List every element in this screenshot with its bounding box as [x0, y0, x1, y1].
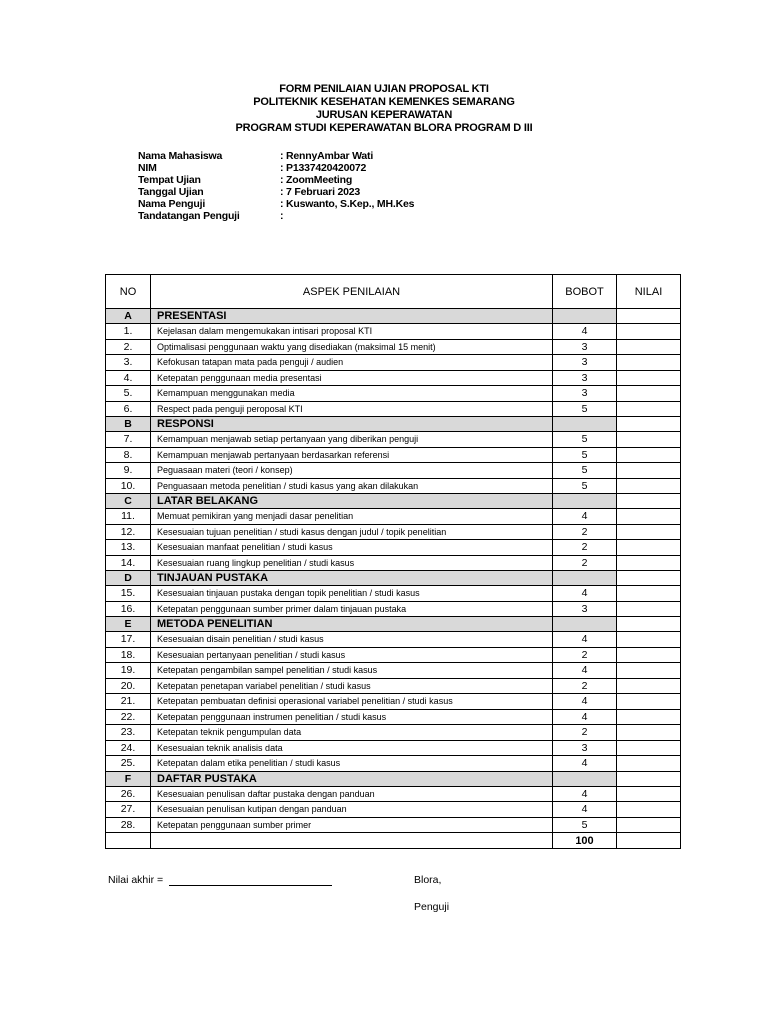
form-title: FORM PENILAIAN UJIAN PROPOSAL KTI [279, 83, 489, 95]
section-nilai [617, 771, 681, 786]
item-bobot: 5 [553, 817, 617, 833]
table-row [106, 725, 681, 741]
item-number: 13. [106, 540, 151, 556]
item-bobot: 2 [553, 725, 617, 741]
item-nilai-cell[interactable] [617, 401, 681, 417]
student-info [138, 150, 414, 222]
section-bobot [553, 771, 617, 786]
final-score-line[interactable] [169, 874, 332, 886]
info-value: : 7 Februari 2023 [280, 186, 361, 198]
item-number: 16. [106, 601, 151, 617]
item-bobot: 3 [553, 370, 617, 386]
item-number: 4. [106, 370, 151, 386]
info-label: Nama Mahasiswa [138, 150, 223, 162]
table-row [106, 478, 681, 494]
item-nilai-cell[interactable] [617, 540, 681, 556]
table-row [106, 463, 681, 479]
item-number: 19. [106, 663, 151, 679]
item-aspect: Optimalisasi penggunaan waktu yang disediakan (maksimal 15 menit) [151, 339, 553, 355]
info-row [138, 162, 414, 174]
item-aspect: Kemampuan menggunakan media [151, 386, 553, 402]
item-number: 10. [106, 478, 151, 494]
item-nilai-cell[interactable] [617, 817, 681, 833]
item-aspect: Kesesuaian ruang lingkup penelitian / studi kasus [151, 555, 553, 571]
program-name: PROGRAM STUDI KEPERAWATAN BLORA PROGRAM D III [235, 122, 533, 134]
item-number: 1. [106, 324, 151, 340]
item-number: 5. [106, 386, 151, 402]
place-date: Blora, [414, 874, 442, 886]
item-aspect: Ketepatan teknik pengumpulan data [151, 725, 553, 741]
item-nilai-cell[interactable] [617, 509, 681, 525]
section-code: A [106, 309, 151, 324]
table-header-row [106, 275, 681, 309]
info-row [138, 186, 414, 198]
item-nilai-cell[interactable] [617, 370, 681, 386]
item-nilai-cell[interactable] [617, 463, 681, 479]
info-value: : [280, 210, 284, 222]
item-bobot: 5 [553, 463, 617, 479]
item-nilai-cell[interactable] [617, 725, 681, 741]
section-code: F [106, 771, 151, 786]
section-code: E [106, 617, 151, 632]
table-row [106, 355, 681, 371]
section-nilai [617, 309, 681, 324]
item-aspect: Kesesuaian manfaat penelitian / studi kasus [151, 540, 553, 556]
table-row [106, 632, 681, 648]
item-nilai-cell[interactable] [617, 786, 681, 802]
item-aspect: Ketepatan pengambilan sampel penelitian / studi kasus [151, 663, 553, 679]
item-nilai-cell[interactable] [617, 339, 681, 355]
item-aspect: Ketepatan penggunaan media presentasi [151, 370, 553, 386]
item-aspect: Kesesuaian penulisan daftar pustaka dengan panduan [151, 786, 553, 802]
section-row [106, 771, 681, 786]
info-value: : P1337420420072 [280, 162, 367, 174]
section-nilai [617, 417, 681, 432]
total-aspect [151, 833, 553, 849]
item-number: 8. [106, 447, 151, 463]
item-aspect: Penguasaan metoda penelitian / studi kasus yang akan dilakukan [151, 478, 553, 494]
item-number: 6. [106, 401, 151, 417]
department-name: JURUSAN KEPERAWATAN [315, 109, 453, 121]
section-nilai [617, 494, 681, 509]
table-row [106, 694, 681, 710]
item-bobot: 4 [553, 632, 617, 648]
total-no [106, 833, 151, 849]
item-number: 9. [106, 463, 151, 479]
item-aspect: Kefokusan tatapan mata pada penguji / audien [151, 355, 553, 371]
final-score-label: Nilai akhir = [108, 874, 164, 886]
section-code: B [106, 417, 151, 432]
item-number: 26. [106, 786, 151, 802]
item-bobot: 4 [553, 786, 617, 802]
table-row [106, 339, 681, 355]
section-title: PRESENTASI [151, 309, 553, 324]
item-nilai-cell[interactable] [617, 663, 681, 679]
item-nilai-cell[interactable] [617, 447, 681, 463]
item-nilai-cell[interactable] [617, 694, 681, 710]
header-aspek: ASPEK PENILAIAN [151, 275, 553, 309]
info-value: : ZoomMeeting [280, 174, 353, 186]
item-bobot: 4 [553, 694, 617, 710]
item-bobot: 4 [553, 324, 617, 340]
item-number: 12. [106, 524, 151, 540]
assessment-table [105, 274, 681, 849]
item-number: 14. [106, 555, 151, 571]
table-row [106, 509, 681, 525]
section-code: C [106, 494, 151, 509]
item-number: 25. [106, 756, 151, 772]
section-row [106, 309, 681, 324]
item-nilai-cell[interactable] [617, 555, 681, 571]
section-bobot [553, 617, 617, 632]
table-row [106, 401, 681, 417]
item-nilai-cell[interactable] [617, 709, 681, 725]
table-row [106, 678, 681, 694]
item-bobot: 2 [553, 555, 617, 571]
item-aspect: Ketepatan penggunaan sumber primer dalam tinjauan pustaka [151, 601, 553, 617]
table-row [106, 601, 681, 617]
info-value: : Kuswanto, S.Kep., MH.Kes [280, 198, 415, 210]
item-nilai-cell[interactable] [617, 740, 681, 756]
section-bobot [553, 494, 617, 509]
item-aspect: Kesesuaian disain penelitian / studi kasus [151, 632, 553, 648]
section-bobot [553, 571, 617, 586]
item-nilai-cell[interactable] [617, 478, 681, 494]
item-bobot: 4 [553, 663, 617, 679]
info-label: NIM [138, 162, 157, 174]
table-row [106, 586, 681, 602]
item-number: 17. [106, 632, 151, 648]
item-nilai-cell[interactable] [617, 647, 681, 663]
item-nilai-cell[interactable] [617, 432, 681, 448]
item-bobot: 5 [553, 447, 617, 463]
table-row [106, 555, 681, 571]
item-aspect: Kemampuan menjawab pertanyaan berdasarkan referensi [151, 447, 553, 463]
item-bobot: 3 [553, 740, 617, 756]
info-label: Nama Penguji [138, 198, 206, 210]
table-row [106, 740, 681, 756]
section-bobot [553, 309, 617, 324]
item-aspect: Kemampuan menjawab setiap pertanyaan yang diberikan penguji [151, 432, 553, 448]
info-label: Tanggal Ujian [138, 186, 204, 198]
info-row [138, 150, 414, 162]
item-aspect: Kesesuaian tujuan penelitian / studi kasus dengan judul / topik penelitian [151, 524, 553, 540]
item-nilai-cell[interactable] [617, 324, 681, 340]
item-nilai-cell[interactable] [617, 601, 681, 617]
item-bobot: 2 [553, 678, 617, 694]
info-row [138, 210, 414, 222]
item-nilai-cell[interactable] [617, 386, 681, 402]
item-nilai-cell[interactable] [617, 678, 681, 694]
total-bobot: 100 [553, 833, 617, 849]
info-row [138, 198, 414, 210]
final-score [108, 874, 332, 886]
item-number: 11. [106, 509, 151, 525]
item-aspect: Ketepatan penetapan variabel penelitian / studi kasus [151, 678, 553, 694]
item-bobot: 4 [553, 709, 617, 725]
item-nilai-cell[interactable] [617, 524, 681, 540]
item-number: 24. [106, 740, 151, 756]
item-bobot: 5 [553, 401, 617, 417]
item-aspect: Ketepatan dalam etika penelitian / studi kasus [151, 756, 553, 772]
info-label: Tempat Ujian [138, 174, 201, 186]
item-bobot: 2 [553, 524, 617, 540]
item-nilai-cell[interactable] [617, 756, 681, 772]
section-row [106, 571, 681, 586]
institution-name: POLITEKNIK KESEHATAN KEMENKES SEMARANG [253, 96, 515, 108]
item-bobot: 3 [553, 355, 617, 371]
table-row [106, 817, 681, 833]
item-aspect: Ketepatan penggunaan sumber primer [151, 817, 553, 833]
header-no: NO [106, 275, 151, 309]
item-bobot: 2 [553, 647, 617, 663]
item-bobot: 5 [553, 478, 617, 494]
section-title: RESPONSI [151, 417, 553, 432]
item-number: 3. [106, 355, 151, 371]
section-nilai [617, 617, 681, 632]
item-number: 2. [106, 339, 151, 355]
item-bobot: 4 [553, 802, 617, 818]
info-row [138, 174, 414, 186]
table-row [106, 663, 681, 679]
item-number: 7. [106, 432, 151, 448]
table-row [106, 756, 681, 772]
header-bobot: BOBOT [553, 275, 617, 309]
item-aspect: Respect pada penguji peroposal KTI [151, 401, 553, 417]
item-bobot: 3 [553, 386, 617, 402]
item-nilai-cell[interactable] [617, 632, 681, 648]
item-bobot: 4 [553, 756, 617, 772]
item-number: 18. [106, 647, 151, 663]
table-row [106, 432, 681, 448]
section-nilai [617, 571, 681, 586]
info-value: : RennyAmbar Wati [280, 150, 374, 162]
item-number: 22. [106, 709, 151, 725]
table-row [106, 324, 681, 340]
total-row [106, 833, 681, 849]
item-aspect: Kesesuaian pertanyaan penelitian / studi kasus [151, 647, 553, 663]
examiner-signature-label: Penguji [414, 901, 450, 913]
item-number: 28. [106, 817, 151, 833]
item-aspect: Memuat pemikiran yang menjadi dasar penelitian [151, 509, 553, 525]
item-aspect: Ketepatan pembuatan definisi operasional variabel penelitian / studi kasus [151, 694, 553, 710]
table-row [106, 370, 681, 386]
item-aspect: Ketepatan penggunaan instrumen penelitian / studi kasus [151, 709, 553, 725]
item-nilai-cell[interactable] [617, 802, 681, 818]
item-number: 21. [106, 694, 151, 710]
header-nilai: NILAI [617, 275, 681, 309]
section-title: LATAR BELAKANG [151, 494, 553, 509]
section-row [106, 417, 681, 432]
form-header [0, 83, 768, 135]
item-aspect: Kesesuaian tinjauan pustaka dengan topik penelitian / studi kasus [151, 586, 553, 602]
item-number: 23. [106, 725, 151, 741]
item-number: 27. [106, 802, 151, 818]
item-bobot: 5 [553, 432, 617, 448]
table-row [106, 386, 681, 402]
item-bobot: 4 [553, 509, 617, 525]
section-title: DAFTAR PUSTAKA [151, 771, 553, 786]
total-nilai[interactable] [617, 833, 681, 849]
section-row [106, 617, 681, 632]
table-row [106, 540, 681, 556]
table-row [106, 647, 681, 663]
section-bobot [553, 417, 617, 432]
item-nilai-cell[interactable] [617, 355, 681, 371]
item-nilai-cell[interactable] [617, 586, 681, 602]
item-aspect: Peguasaan materi (teori / konsep) [151, 463, 553, 479]
item-aspect: Kesesuaian penulisan kutipan dengan panduan [151, 802, 553, 818]
table-row [106, 709, 681, 725]
item-bobot: 3 [553, 339, 617, 355]
table-row [106, 786, 681, 802]
section-title: METODA PENELITIAN [151, 617, 553, 632]
section-title: TINJAUAN PUSTAKA [151, 571, 553, 586]
item-bobot: 2 [553, 540, 617, 556]
item-aspect: Kesesuaian teknik analisis data [151, 740, 553, 756]
item-number: 20. [106, 678, 151, 694]
table-row [106, 802, 681, 818]
item-aspect: Kejelasan dalam mengemukakan intisari proposal KTI [151, 324, 553, 340]
item-bobot: 4 [553, 586, 617, 602]
item-number: 15. [106, 586, 151, 602]
info-label: Tandatangan Penguji [138, 210, 240, 222]
section-code: D [106, 571, 151, 586]
section-row [106, 494, 681, 509]
table-row [106, 447, 681, 463]
table-row [106, 524, 681, 540]
item-bobot: 3 [553, 601, 617, 617]
